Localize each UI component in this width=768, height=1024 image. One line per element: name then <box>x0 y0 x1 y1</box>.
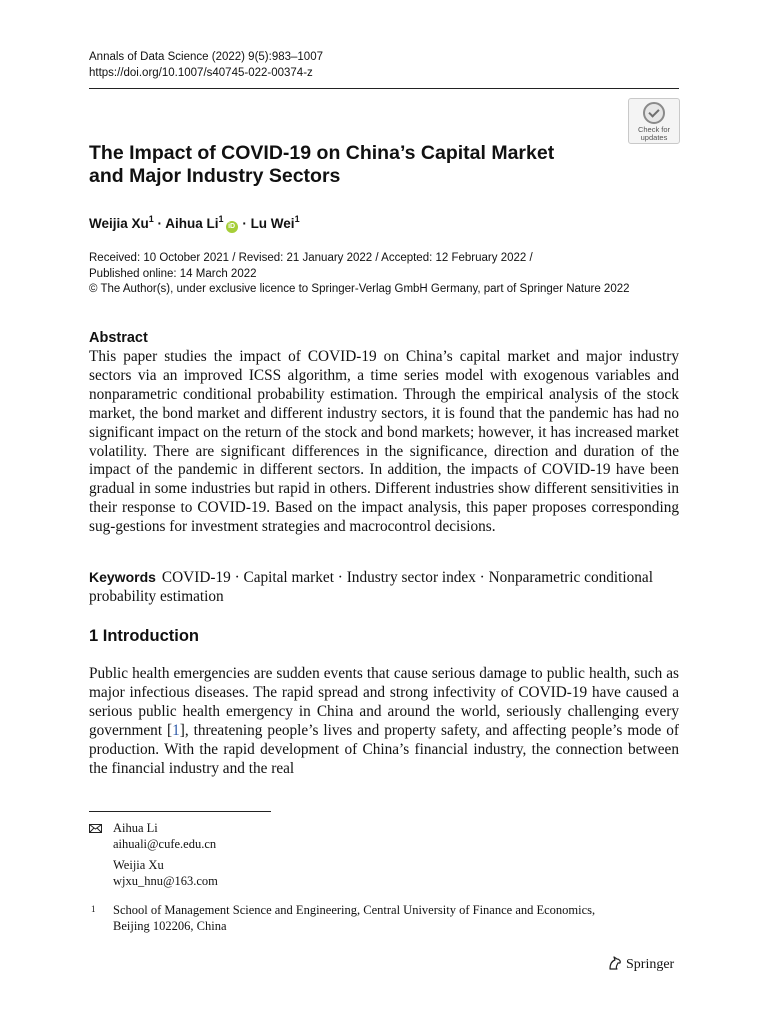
introduction-text <box>89 665 679 778</box>
header-rule <box>89 88 679 89</box>
publisher-name: Springer <box>626 957 675 972</box>
author-separator: · <box>153 216 166 231</box>
title-line-1: The Impact of COVID-19 on China’s Capital Market <box>89 142 555 164</box>
orcid-icon[interactable]: iD <box>226 221 238 233</box>
article-title <box>89 142 609 188</box>
check-updates-icon <box>643 102 665 124</box>
abstract-heading: Abstract <box>89 330 148 346</box>
publisher-logo <box>607 955 674 974</box>
affiliation-number: 1 <box>91 904 96 914</box>
author-name[interactable]: Aihua Li <box>165 216 219 231</box>
envelope-icon <box>89 824 102 833</box>
affiliation-mark: 1 <box>294 214 300 224</box>
intro-text-part-1: Public health emergencies are sudden events that cause serious damage to public health, such as major infectious diseases. The rapid spread and strong infectivity of COVID-19 have caused a serious public health emergency in China and around the world, seriously challenging every government [ <box>89 665 679 739</box>
affiliation-mark: 1 <box>148 214 154 224</box>
affiliation-mark: 1 <box>218 214 224 224</box>
dates-line-2: Published online: 14 March 2022 <box>89 267 257 280</box>
corresponding-author-email[interactable]: aihuali@cufe.edu.cn <box>113 837 217 851</box>
title-line-2: and Major Industry Sectors <box>89 165 341 187</box>
dates-line-1: Received: 10 October 2021 / Revised: 21 January 2022 / Accepted: 12 February 2022 / <box>89 252 533 264</box>
journal-header <box>89 49 323 81</box>
affiliation-line-2: Beijing 102206, China <box>113 919 227 933</box>
check-updates-label: Check for updates <box>637 125 671 142</box>
footnote-rule <box>89 811 271 812</box>
keywords <box>89 568 679 606</box>
intro-text-part-2: ], threatening people’s lives and property safety, and affecting people’s mode of production. With the rapid development of China’s financial industry, the connection between the financial industry and the real <box>89 721 680 777</box>
check-for-updates-badge[interactable] <box>628 98 680 144</box>
springer-horse-icon <box>607 955 623 971</box>
section-heading-introduction: 1 Introduction <box>89 627 199 645</box>
copyright-line: © The Author(s), under exclusive licence to Springer-Verlag GmbH Germany, part of Springer Nature 2022 <box>89 283 630 295</box>
corresponding-author-name: Aihua Li <box>113 821 158 835</box>
author-separator: · <box>238 216 251 231</box>
author-name[interactable]: Weijia Xu <box>89 216 149 231</box>
author-name[interactable]: Lu Wei <box>250 216 295 231</box>
keywords-label: Keywords <box>89 569 156 585</box>
affiliation-line-1: School of Management Science and Engineering, Central University of Finance and Economics, <box>113 903 596 917</box>
abstract-text: This paper studies the impact of COVID-19 on China’s capital market and major industry sectors via an improved ICSS algorithm, a time series model with exogenous variables and nonparametric conditional probability estimation. Through the empirical analysis of the stock market, the bond market and different industry sectors, it is found that the pandemic has had no significant impact on the return of the stock and bond markets; however, it has increased market volatility. There are significant differences in the significance, direction and duration of the impact of the pandemic in different sectors. In addition, the impacts of COVID-19 have been gradual in some industries but rapid in others. Different industries show different sensitivities in their response to COVID-19. Based on the impact analysis, this paper proposes corresponding sug-gestions for investment strategies and macrocontrol decisions. <box>89 348 679 536</box>
journal-citation: Annals of Data Science (2022) 9(5):983–1007 <box>89 51 323 63</box>
doi-link[interactable]: https://doi.org/10.1007/s40745-022-00374-z <box>89 67 313 79</box>
citation-link[interactable]: 1 <box>172 721 180 739</box>
second-author-name: Weijia Xu <box>113 858 164 872</box>
keywords-text: COVID-19 · Capital market · Industry sector index · Nonparametric conditional probability estimation <box>89 569 653 605</box>
author-list <box>89 210 300 233</box>
publication-dates <box>89 251 689 298</box>
second-author-email[interactable]: wjxu_hnu@163.com <box>113 874 218 888</box>
